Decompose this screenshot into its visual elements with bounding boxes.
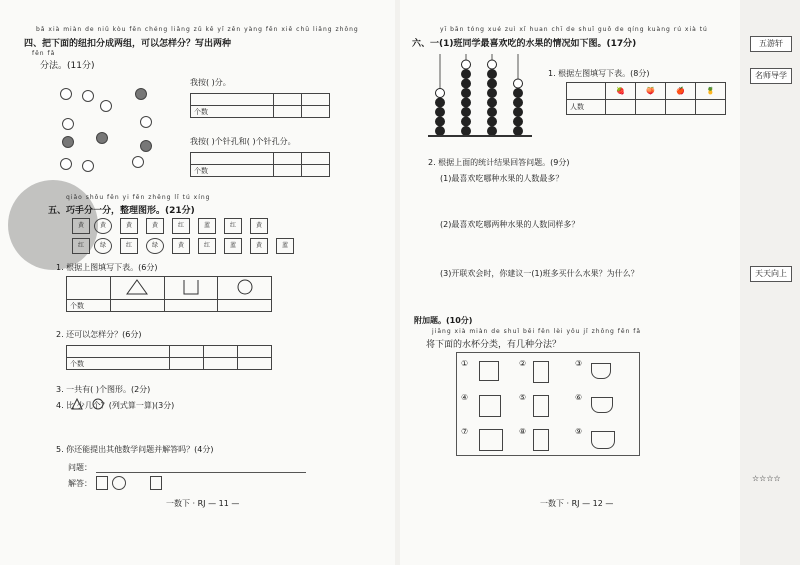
bead-菠萝	[514, 108, 523, 117]
shape-label: 蓝	[276, 238, 294, 254]
right-page	[400, 0, 740, 565]
cup-number: ⑧	[519, 427, 527, 436]
sidebar-label: 天天向上	[750, 266, 792, 282]
answer-circle	[112, 476, 126, 490]
row-label: 个数	[191, 106, 274, 118]
answer-box	[96, 476, 108, 490]
peach-icon: 🍑	[636, 83, 666, 100]
mug-icon	[479, 395, 501, 417]
shape-label: 黄	[250, 218, 268, 234]
apple-icon: 🍎	[666, 83, 696, 100]
bead-苹果	[488, 108, 497, 117]
bead-草莓	[436, 108, 445, 117]
bead-苹果	[488, 117, 497, 126]
mug-icon	[479, 361, 499, 381]
shape-label: 黄	[72, 218, 90, 234]
q5-pinyin: qiǎo shǒu fēn yi fēn zhěng lǐ tú xíng	[66, 194, 211, 201]
shape-label: 黄	[120, 218, 138, 234]
button-figure	[60, 158, 72, 170]
bead-苹果	[488, 70, 497, 79]
button-figure	[135, 88, 147, 100]
shape-label: 红	[172, 218, 190, 234]
q5-sub3: 3. 一共有( )个图形。(2分)	[56, 385, 151, 394]
row-label: 个数	[67, 358, 170, 370]
question-label: 问题：	[68, 463, 92, 472]
cup-number: ⑨	[575, 427, 583, 436]
bead-草莓	[436, 127, 445, 136]
triangle-icon	[126, 279, 148, 295]
row-label: 人数	[567, 100, 606, 115]
mug-icon	[479, 429, 503, 451]
cup-number: ④	[461, 393, 469, 402]
glass-icon	[533, 395, 549, 417]
q5-table-2	[66, 345, 272, 370]
button-figure	[140, 140, 152, 152]
q6-pinyin: yī bān tóng xué zuì xǐ huan chī de shuǐ guǒ de qíng kuàng rú xià tú	[440, 26, 708, 33]
bead-菠萝	[514, 79, 523, 88]
circle-icon	[236, 278, 254, 296]
cup-number: ①	[461, 359, 469, 368]
shape-label: 红	[72, 238, 90, 254]
bead-桃子	[462, 89, 471, 98]
speech-bubble-2: 我按( )个针孔和( )个针孔分。	[190, 137, 296, 146]
button-figure	[100, 100, 112, 112]
teacup-icon	[591, 397, 613, 413]
q5-sub4: 4. 比 少几个？(列式算一算)(3分)	[56, 401, 175, 410]
q6-title: 六、一(1)班同学最喜欢吃的水果的情况如下图。(17分)	[412, 39, 637, 49]
q4-table-1	[190, 93, 330, 118]
bowl-cup-icon	[591, 363, 611, 379]
bead-菠萝	[514, 89, 523, 98]
fruit-bead-chart	[426, 52, 536, 142]
shape-label: 黄	[250, 238, 268, 254]
bead-桃子	[462, 117, 471, 126]
shape-label: 红	[120, 238, 138, 254]
q6-p3: (3)开联欢会时，你建议一(1)班多买什么水果？为什么？	[440, 269, 639, 278]
bead-桃子	[462, 60, 471, 69]
left-footer: 一数下 · RJ — 11 —	[166, 499, 240, 508]
button-figure	[60, 88, 72, 100]
q6-p1: (1)最喜欢吃哪种水果的人数最多？	[440, 174, 564, 183]
extra-title: 附加题。(10分)	[414, 316, 473, 325]
bead-菠萝	[514, 127, 523, 136]
q6-sub1: 1. 根据左图填写下表。(8分)	[548, 69, 650, 78]
q5-sub2: 2. 还可以怎样分？(6分)	[56, 330, 142, 339]
shape-label: 黄	[146, 218, 164, 234]
bead-桃子	[462, 127, 471, 136]
sidebar-stars: ☆☆☆☆	[752, 474, 781, 483]
speech-bubble-1: 我按( )分。	[190, 78, 231, 87]
q4-pinyin: bǎ xià miàn de niǔ kòu fēn chéng liǎng zǔ kě yǐ zěn yàng fēn xiě chū liǎng zhǒng	[36, 26, 359, 33]
shape-label: 黄	[172, 238, 190, 254]
button-figure	[82, 160, 94, 172]
shape-label: 绿	[94, 238, 112, 254]
q5-title: 五、巧手分一分，整理图形。(21分)	[48, 206, 195, 216]
bead-苹果	[488, 89, 497, 98]
bead-草莓	[436, 98, 445, 107]
triangle-icon	[71, 398, 83, 410]
answer-label: 解答：	[68, 479, 92, 488]
circle-icon	[92, 398, 104, 410]
cup-number: ②	[519, 359, 527, 368]
q4-line2: 分法。(11分)	[40, 61, 95, 71]
button-figure	[140, 116, 152, 128]
square-icon	[182, 279, 200, 295]
button-figure	[132, 156, 144, 168]
glass-icon	[533, 429, 549, 451]
sidebar-label: 五游轩	[750, 36, 792, 52]
shape-label: 红	[224, 218, 242, 234]
shape-label: 蓝	[224, 238, 242, 254]
row-label: 个数	[67, 300, 111, 312]
shape-label: 黄	[94, 218, 112, 234]
glass-icon	[533, 361, 549, 383]
button-figure	[82, 90, 94, 102]
strawberry-icon: 🍓	[606, 83, 636, 100]
left-page	[0, 0, 395, 565]
q6-sub2: 2. 根据上面的统计结果回答问题。(9分)	[428, 158, 570, 167]
shape-count-table	[66, 276, 272, 312]
bead-桃子	[462, 108, 471, 117]
cup-number: ⑥	[575, 393, 583, 402]
bead-菠萝	[514, 117, 523, 126]
bead-菠萝	[514, 98, 523, 107]
bead-桃子	[462, 98, 471, 107]
q5-sub1: 1. 根据上图填写下表。(6分)	[56, 263, 158, 272]
answer-box	[150, 476, 162, 490]
extra-line: 将下面的水杯分类，有几种分法？	[426, 340, 562, 350]
shape-label: 绿	[146, 238, 164, 254]
shape-label: 红	[198, 238, 216, 254]
right-footer: 一数下 · RJ — 12 —	[540, 499, 614, 508]
bowl-cup-icon	[591, 431, 615, 449]
cup-number: ③	[575, 359, 583, 368]
q6-p2: (2)最喜欢吃哪两种水果的人数同样多？	[440, 220, 580, 229]
bead-苹果	[488, 79, 497, 88]
button-figure	[62, 118, 74, 130]
q4-table-2	[190, 152, 330, 177]
q4-pinyin-2: fēn fǎ	[32, 50, 56, 57]
q5-sub5: 5. 你还能提出其他数学问题并解答吗？(4分)	[56, 445, 214, 454]
sidebar-label: 名师导学	[750, 68, 792, 84]
row-label: 个数	[191, 165, 274, 177]
cups-box	[456, 352, 640, 456]
q4-title: 四、把下面的纽扣分成两组，可以怎样分？写出两种	[24, 39, 232, 49]
bead-草莓	[436, 89, 445, 98]
bead-桃子	[462, 79, 471, 88]
fruit-table	[566, 82, 726, 115]
bead-苹果	[488, 98, 497, 107]
button-figure	[62, 136, 74, 148]
button-figure	[96, 132, 108, 144]
bead-桃子	[462, 70, 471, 79]
bead-苹果	[488, 60, 497, 69]
bead-苹果	[488, 127, 497, 136]
cup-number: ⑤	[519, 393, 527, 402]
extra-pinyin: jiāng xià miàn de shuǐ bēi fēn lèi yǒu jǐ zhǒng fēn fǎ	[432, 328, 642, 335]
bead-草莓	[436, 117, 445, 126]
pineapple-icon: 🍍	[696, 83, 726, 100]
cup-number: ⑦	[461, 427, 469, 436]
shape-label: 蓝	[198, 218, 216, 234]
question-line	[96, 472, 306, 473]
